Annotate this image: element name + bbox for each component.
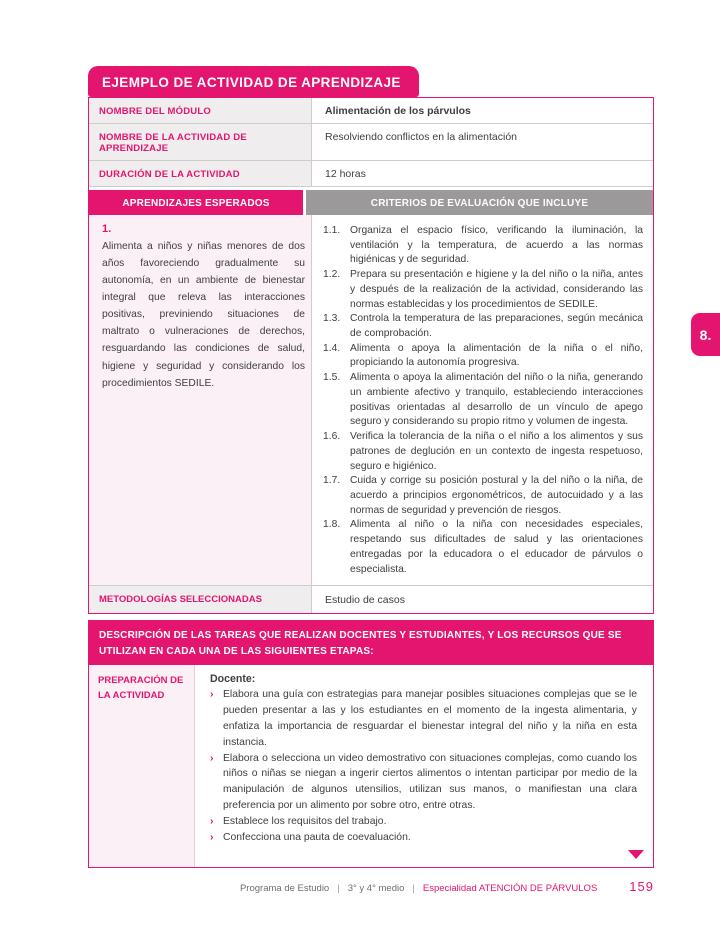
criterion-item — [323, 371, 645, 430]
objective-text: Alimenta a niños y niñas menores de dos años favoreciendo gradualmente su autonomía, en un ambiente de bienestar integral que releva las interacciones positivas, previniendo situaciones de maltrato o vulneraciones de derechos, resguardando las condiciones de salud, higiene y seguridad y considerando los procedimientos SEDILE. — [102, 241, 305, 389]
objective-number: 1. — [102, 223, 112, 235]
criterion-number: 1.4. — [323, 342, 341, 354]
criterion-number: 1.5. — [323, 372, 341, 384]
chevron-bullet-icon: › — [210, 815, 214, 827]
criterion-number: 1.1. — [323, 225, 341, 236]
criterion-text: Controla la temperatura de las preparaciones, según mecánica de comprobación. — [350, 313, 643, 340]
tasks-description-block — [88, 620, 654, 868]
bullet-text: Elabora o selecciona un video demostrativo con situaciones complejas, como cuando los niños o niñas se niegan a ingerir ciertos alimentos o intentan participar por medio de la manipulación de algunos utensilios, utilizan sus manos, o manifiestan una clara preferencia por un alimento por sobre otro, entre otras. — [223, 752, 637, 811]
criterion-item — [323, 312, 645, 341]
teacher-role-heading: Docente: — [210, 673, 256, 686]
criterion-number: 1.3. — [323, 313, 341, 325]
chapter-tab: 8. — [691, 313, 720, 356]
table-row-duration — [89, 161, 653, 187]
chevron-bullet-icon: › — [210, 831, 214, 843]
footer-grades: 3° y 4° medio — [347, 883, 405, 894]
footer-program: Programa de Estudio — [239, 883, 330, 894]
list-item — [210, 830, 637, 846]
activity-name-value: Resolviendo conflictos en la alimentación — [325, 131, 518, 143]
bullet-text: Establece los requisitos del trabajo. — [223, 815, 387, 827]
methodologies-label: METODOLOGÍAS SELECCIONADAS — [89, 586, 312, 613]
activity-table — [88, 97, 654, 614]
page-content — [88, 66, 654, 868]
criterion-item — [323, 430, 645, 474]
list-item — [210, 687, 637, 750]
criterion-item — [323, 474, 645, 518]
criterion-text: Prepara su presentación e higiene y la del niño o la niña, antes y después de la realización de la actividad, considerando las normas establecidas y los procedimientos de SEDILE. — [350, 269, 643, 310]
chevron-bullet-icon: › — [210, 689, 214, 701]
list-item — [210, 814, 637, 830]
preparation-row — [89, 665, 653, 867]
criterion-item — [323, 268, 645, 312]
preparation-label: PREPARACIÓN DE LA ACTIVIDAD — [89, 665, 195, 867]
module-label: NOMBRE DEL MÓDULO — [89, 98, 312, 123]
criterion-text: Verifica la tolerancia de la niña o el niño a los alimentos y sus patrones de deglución en un contexto de ingesta respetuoso, seguro e higiénico. — [350, 431, 643, 472]
activity-name-label: NOMBRE DE LA ACTIVIDAD DE APRENDIZAJE — [89, 124, 312, 160]
list-item — [210, 751, 637, 814]
criterion-text: Organiza el espacio físico, verificando la iluminación, la ventilación y la temperatura, de acuerdo a las normas higiénicas y de seguridad. — [350, 225, 643, 266]
criterion-item — [323, 342, 645, 371]
criterion-text: Alimenta al niño o la niña con necesidades especiales, respetando sus dificultades de salud y las orientaciones entregadas por la educadora o el educador de párvulos o especialista. — [350, 519, 643, 575]
page-number: 159 — [629, 879, 654, 894]
tasks-description-banner: DESCRIPCIÓN DE LAS TAREAS QUE REALIZAN DOCENTES Y ESTUDIANTES, Y LOS RECURSOS QUE SE UTILIZAN EN CADA UNA DE LAS SIGUIENTES ETAPAS: — [89, 621, 653, 665]
criterion-text: Alimenta o apoya la alimentación de la niña o el niño, propiciando la autonomía progresiva. — [350, 342, 643, 369]
module-value: Alimentación de los párvulos — [325, 105, 471, 117]
criterion-item — [323, 518, 645, 577]
table-row-activity-name — [89, 124, 653, 161]
expected-learning-cell — [89, 215, 312, 585]
criterion-number: 1.8. — [323, 519, 341, 531]
evaluation-criteria-header: CRITERIOS DE EVALUACIÓN QUE INCLUYE — [306, 190, 653, 215]
criterion-number: 1.7. — [323, 475, 341, 487]
footer-separator: | — [412, 883, 415, 894]
continues-arrow-icon — [628, 850, 644, 859]
methodologies-value: Estudio de casos — [325, 594, 405, 607]
criterion-number: 1.2. — [323, 269, 341, 281]
criterion-number: 1.6. — [323, 431, 341, 443]
column-headers — [89, 190, 653, 215]
duration-value: 12 horas — [325, 168, 366, 180]
chevron-bullet-icon: › — [210, 752, 214, 764]
criterion-text: Cuida y corrige su posición postural y la del niño o la niña, de acuerdo a principios ergonométricos, de autocuidado y a las normas de seguridad y prevención de riesgos. — [350, 475, 643, 516]
page-title: EJEMPLO DE ACTIVIDAD DE APRENDIZAJE — [88, 66, 419, 97]
criterion-text: Alimenta o apoya la alimentación del niño o la niña, generando un ambiente afectivo y tranquilo, estableciendo interacciones positivas orientadas al desarrollo de un vínculo de apego seguro y considerando su propio ritmo y volumen de ingesta. — [350, 372, 643, 428]
criterion-item — [323, 224, 645, 268]
footer-separator: | — [337, 883, 340, 894]
preparation-content — [195, 665, 653, 867]
expected-learnings-header: APRENDIZAJES ESPERADOS — [89, 190, 303, 215]
bullet-text: Confecciona una pauta de coevaluación. — [223, 831, 411, 843]
learning-content-row — [89, 215, 653, 585]
bullet-text: Elabora una guía con estrategias para manejar posibles situaciones complejas que se le pueden presentar a las y los estudiantes en el momento de la ingesta alimentaria, y enfatiza la importancia de resguardar el bienestar integral del niño y la niña en esta instancia. — [223, 689, 637, 748]
footer-specialty: Especialidad ATENCIÓN DE PÁRVULOS — [422, 883, 598, 894]
criteria-cell — [312, 215, 653, 585]
page-footer — [240, 879, 654, 894]
duration-label: DURACIÓN DE LA ACTIVIDAD — [89, 161, 312, 186]
table-row-module — [89, 98, 653, 124]
table-row-methodologies — [89, 585, 653, 613]
